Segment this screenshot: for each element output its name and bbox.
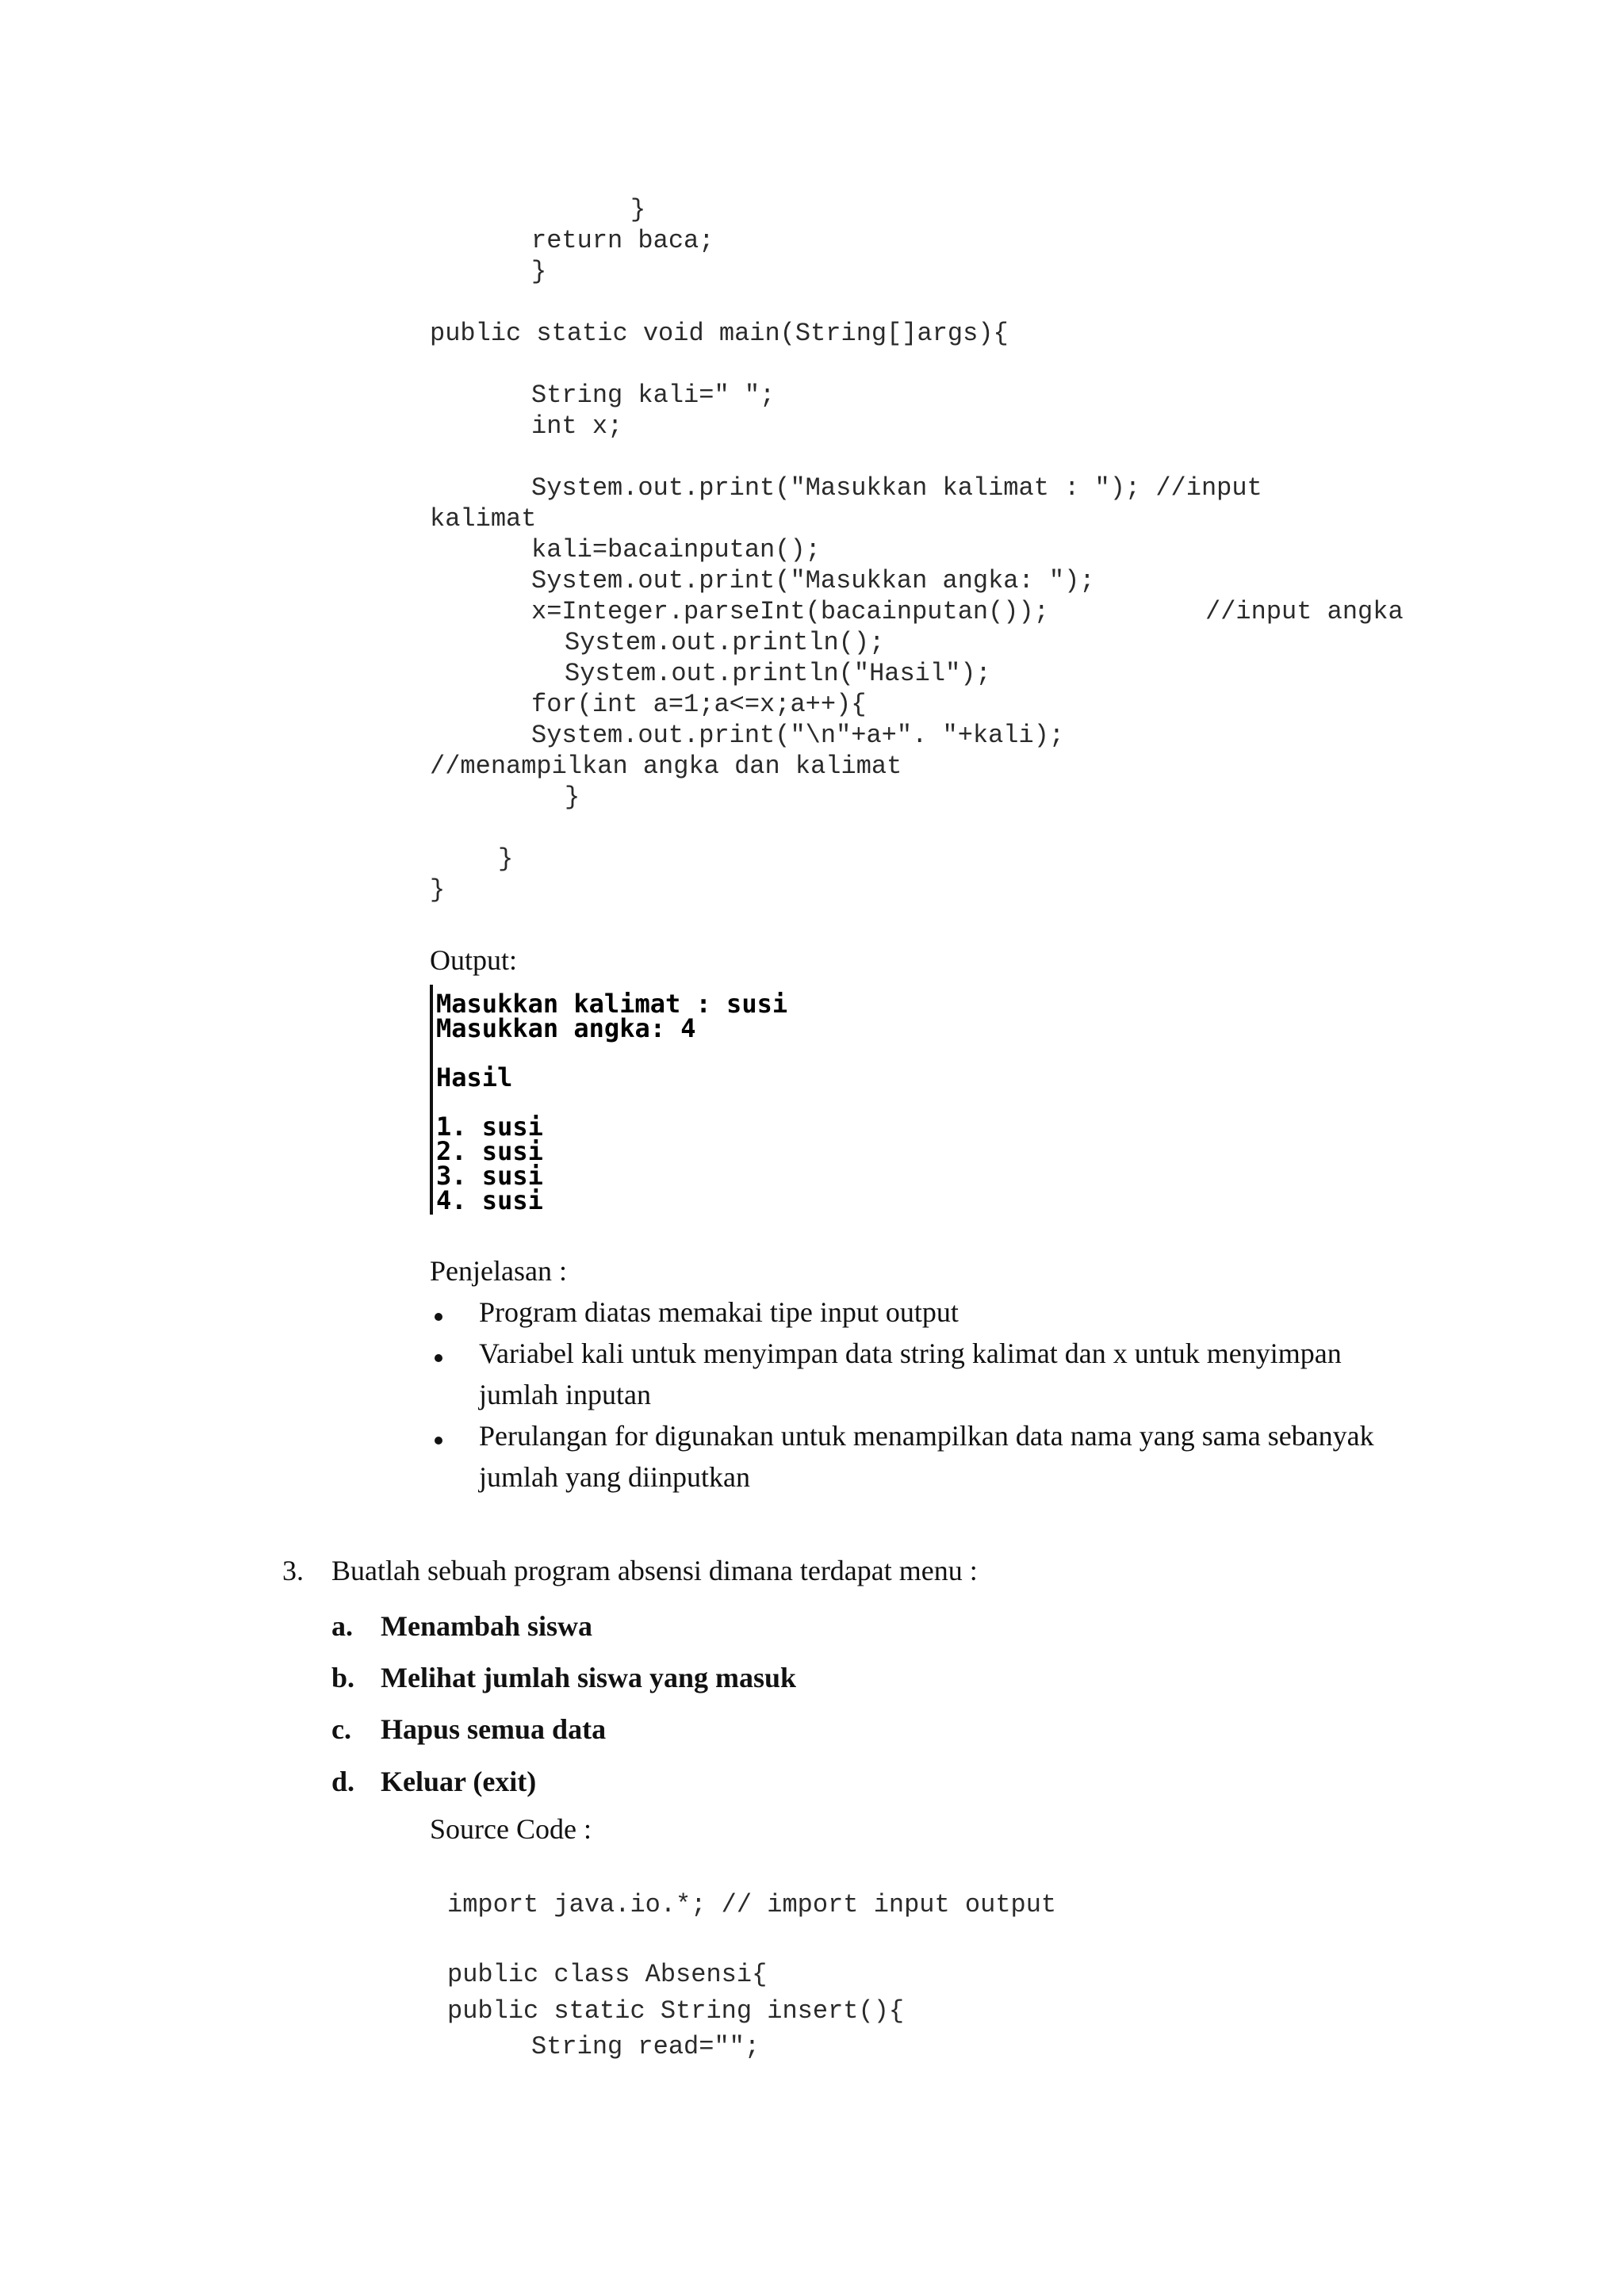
- task-text: Buatlah sebuah program absensi dimana terdapat menu :: [331, 1555, 978, 1586]
- menu-marker: a.: [331, 1610, 353, 1642]
- explanation-heading: Penjelasan :: [430, 1255, 567, 1287]
- code-line: import java.io.*; // import input output: [447, 1890, 1057, 1919]
- console-line: 4. susi: [436, 1185, 543, 1215]
- bullet-text: Program diatas memakai tipe input output: [479, 1296, 959, 1328]
- code-line: kali=bacainputan();: [531, 535, 821, 564]
- source-code-label: Source Code :: [430, 1813, 592, 1845]
- output-label: Output:: [430, 944, 518, 976]
- console-line: Masukkan kalimat : susi: [436, 989, 788, 1019]
- code-line: int x;: [531, 411, 623, 441]
- bullet-icon: [435, 1354, 442, 1362]
- code-line: System.out.print("\n"+a+". "+kali);: [531, 721, 1065, 750]
- menu-label: Keluar (exit): [381, 1766, 537, 1797]
- bullet-text: Variabel kali untuk menyimpan data string kalimat dan x untuk menyimpan: [479, 1337, 1342, 1369]
- code-line: String read="";: [531, 2032, 760, 2061]
- bullet-text-continued: jumlah yang diinputkan: [479, 1461, 750, 1493]
- console-line: 1. susi: [436, 1112, 543, 1142]
- code-line: for(int a=1;a<=x;a++){: [531, 690, 867, 719]
- code-line: }: [531, 257, 547, 286]
- task-number: 3.: [282, 1555, 304, 1586]
- bullet-icon: [435, 1437, 442, 1445]
- console-line: 3. susi: [436, 1161, 543, 1191]
- code-line: System.out.print("Masukkan kalimat : "); //input: [531, 473, 1262, 503]
- bullet-icon: [435, 1313, 442, 1321]
- menu-label: Menambah siswa: [381, 1610, 593, 1642]
- code-line: }: [565, 783, 580, 812]
- bullet-text-continued: jumlah inputan: [479, 1379, 651, 1410]
- code-line: }: [498, 844, 514, 874]
- code-line: public class Absensi{: [447, 1960, 768, 1989]
- menu-marker: d.: [331, 1766, 355, 1797]
- code-line: //menampilkan angka dan kalimat: [430, 752, 902, 781]
- code-line: public static String insert(){: [447, 1996, 905, 2026]
- menu-marker: c.: [331, 1713, 351, 1745]
- code-comment: //input angka: [1205, 597, 1404, 626]
- bullet-text: Perulangan for digunakan untuk menampilkan data nama yang sama sebanyak: [479, 1420, 1374, 1452]
- code-line: kalimat: [430, 504, 537, 534]
- code-line: return baca;: [531, 226, 714, 255]
- console-output: [430, 985, 845, 1215]
- console-line: Masukkan angka: 4: [436, 1013, 696, 1043]
- code-line: System.out.println();: [565, 628, 885, 657]
- code-line: x=Integer.parseInt(bacainputan());: [531, 597, 1049, 626]
- code-line: }: [430, 875, 446, 905]
- console-line: 2. susi: [436, 1136, 543, 1166]
- code-line: public static void main(String[]args){: [430, 319, 1009, 348]
- menu-label: Melihat jumlah siswa yang masuk: [381, 1662, 797, 1693]
- code-line: }: [630, 195, 646, 224]
- menu-label: Hapus semua data: [381, 1713, 607, 1745]
- code-line: String kali=" ";: [531, 381, 776, 410]
- console-line: Hasil: [436, 1062, 513, 1093]
- code-line: System.out.print("Masukkan angka: ");: [531, 566, 1095, 595]
- menu-marker: b.: [331, 1662, 355, 1693]
- code-line: System.out.println("Hasil");: [565, 659, 991, 688]
